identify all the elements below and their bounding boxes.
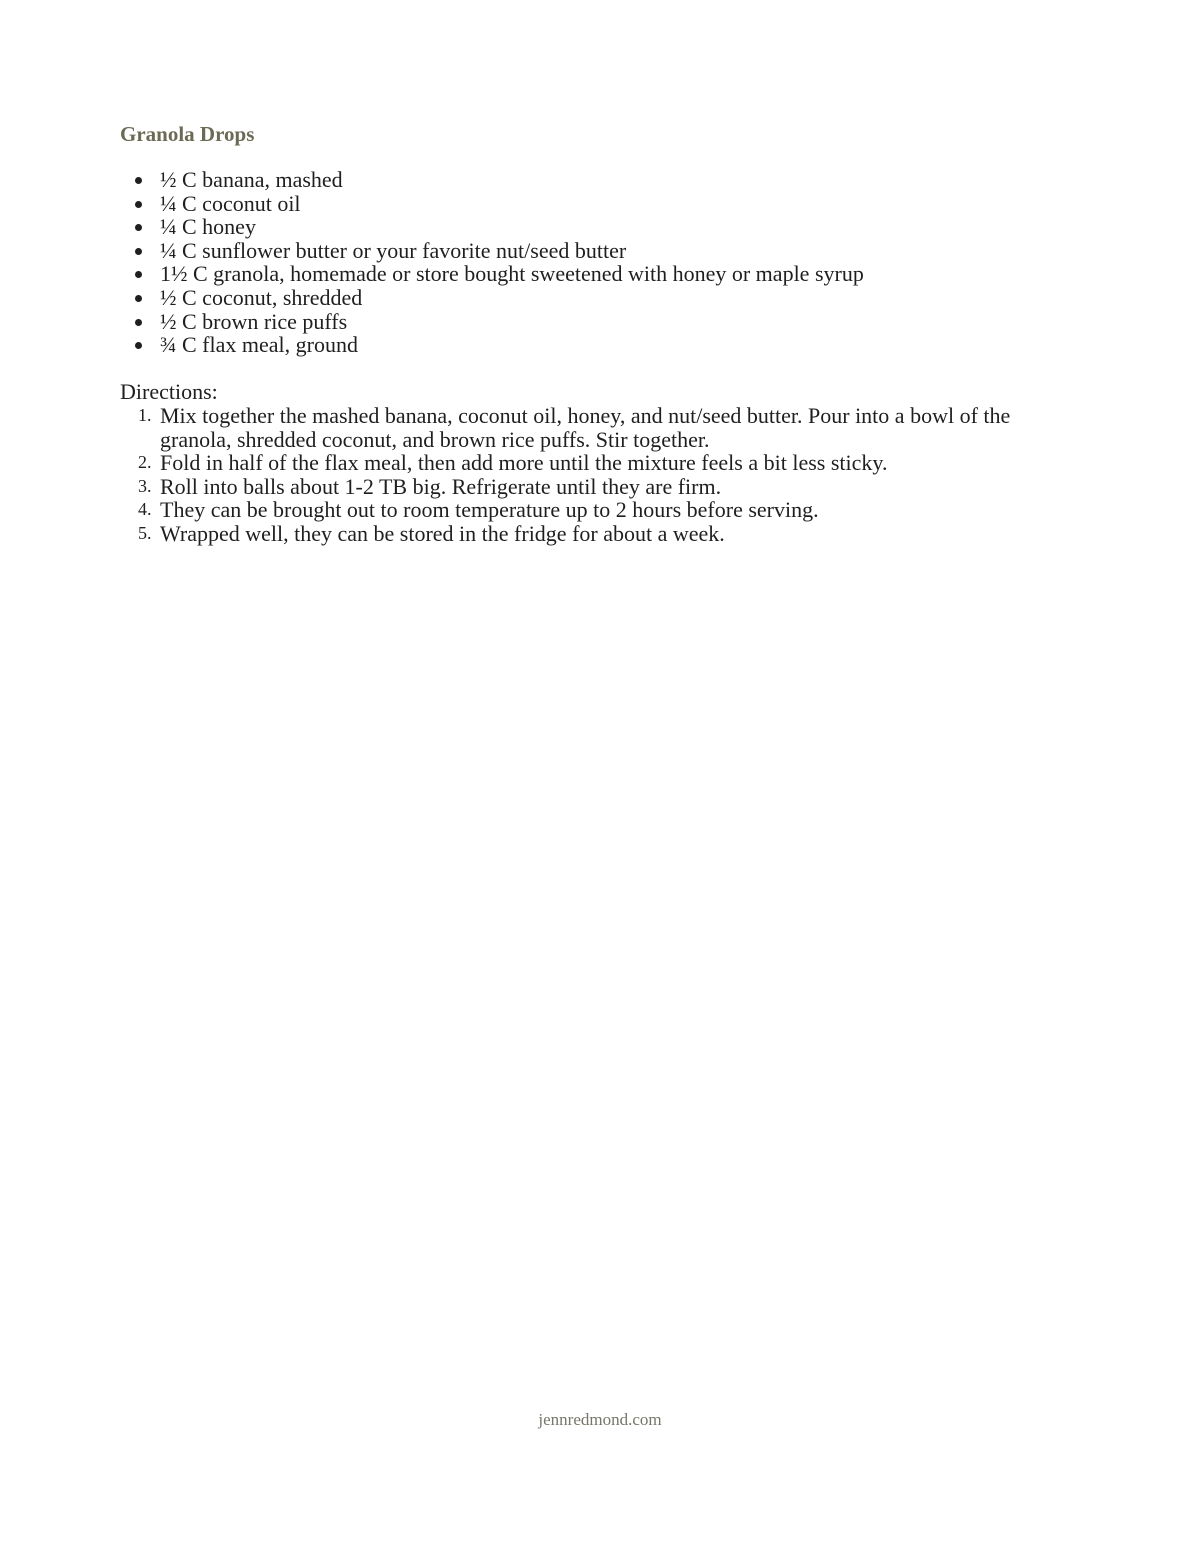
step-text: Mix together the mashed banana, coconut oil, honey, and nut/seed butter. Pour into a bowl of the granola, shredded coconut, and brown rice puffs. Stir together. [160, 403, 1011, 452]
directions-heading: Directions: [120, 379, 218, 404]
ingredient-item: ¾ C flax meal, ground [160, 333, 864, 357]
ingredient-item: ¼ C coconut oil [160, 192, 864, 216]
step-text: Fold in half of the flax meal, then add more until the mixture feels a bit less sticky. [160, 450, 888, 476]
direction-step [138, 520, 1040, 546]
direction-step [138, 473, 1040, 499]
step-number: 2. [138, 452, 152, 473]
step-number: 1. [138, 405, 152, 425]
step-text: They can be brought out to room temperature up to 2 hours before serving. [160, 497, 819, 523]
ingredients-list [120, 168, 864, 357]
direction-step [138, 403, 1040, 452]
directions-list [120, 404, 1040, 546]
ingredient-item: ¼ C honey [160, 215, 864, 239]
ingredient-item: ¼ C sunflower butter or your favorite nut/seed butter [160, 239, 864, 263]
direction-step [138, 497, 1040, 523]
step-number: 3. [138, 475, 152, 496]
step-number: 4. [138, 499, 152, 520]
ingredient-item: ½ C banana, mashed [160, 168, 864, 192]
ingredient-item: ½ C brown rice puffs [160, 310, 864, 334]
step-text: Roll into balls about 1-2 TB big. Refrigerate until they are firm. [160, 473, 722, 499]
recipe-title: Granola Drops [120, 122, 255, 146]
footer-site-link[interactable]: jennredmond.com [538, 1410, 662, 1429]
ingredient-item: 1½ C granola, homemade or store bought sweetened with honey or maple syrup [160, 261, 864, 287]
direction-step [138, 450, 1040, 476]
step-text: Wrapped well, they can be stored in the fridge for about a week. [160, 520, 725, 546]
ingredient-item: ½ C coconut, shredded [160, 286, 864, 310]
step-number: 5. [138, 522, 152, 543]
